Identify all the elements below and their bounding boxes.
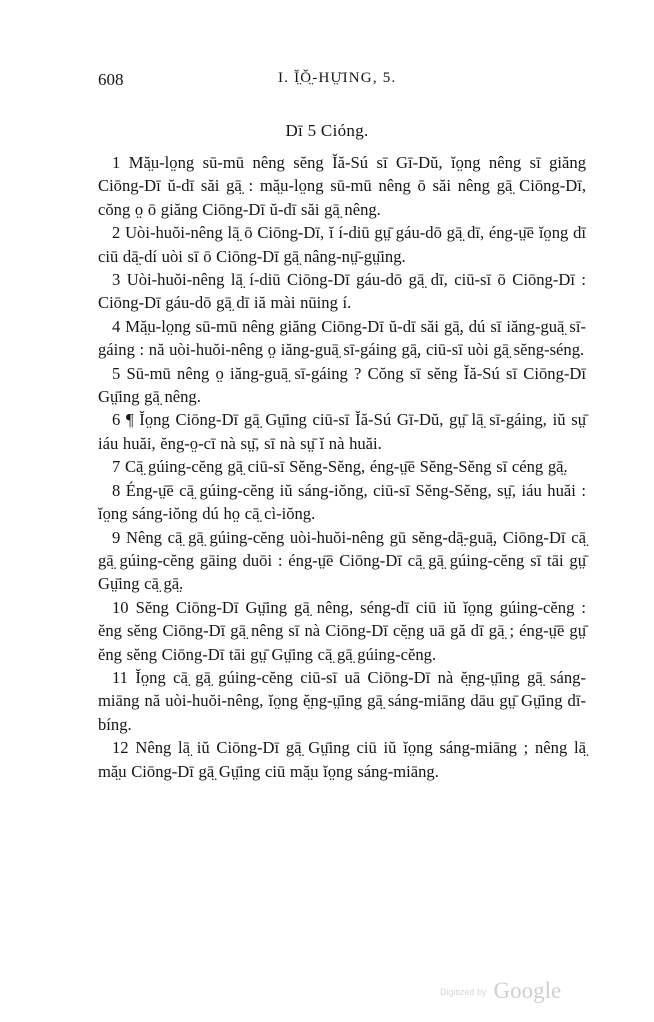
verse-6: 6 ¶ Ĭo̤ng Ciōng-Dī gā̤ Gṳ̄ing ciū-sī Ĭă-Sú Gī-Dŭ, gṳ̄ lā̤ sī-gáing, iŭ sṳ̄ iáu huăi, ĕng-o̤-cī nà sṳ̄, sī nà sṳ̄ ĭ nà huăi. [98, 410, 586, 453]
verse-4: 4 Mă̤u-lo̤ng sū-mū nêng giăng Ciōng-Dī ŭ-dī săi gā̤, dú sī iăng-guā̤ sī-gáing : nă uòi-huŏi-nêng o̤ iăng-guā̤ sī-gáing gā̤, ciū-sī uòi gā̤ sĕng-séng. [98, 316, 586, 360]
running-head [98, 70, 586, 96]
verse-list [98, 151, 586, 783]
google-wordmark: Google [493, 978, 562, 1003]
digitized-by-label: Digitized by [440, 987, 487, 997]
verse-1: 1 Mă̤u-lo̤ng sū-mū nêng sĕng Ĭă-Sú sī Gī-Dŭ, ĭo̤ng nêng sī giăng Ciōng-Dī ŭ-dī săi gā̤ : mă̤u-lo̤ng sū-mū nêng ō săi nêng gā̤ Ciōng-Dī, cŏng o̤ ō giăng Ciōng-Dī ŭ-dī săi gā̤ nêng. [98, 153, 586, 219]
verse-8: 8 Éng-ṳ̄ē cā̤ gúing-cĕng iŭ sáng-iŏng, ciū-sī Sĕng-Sĕng, sṳ̄, iáu huăi : ĭo̤ng sáng-iŏng dú ho̤ cā̤ cì-iŏng. [98, 480, 586, 524]
chapter-heading: Dī 5 Cióng. [285, 121, 369, 140]
verse-9: 9 Nêng cā̤ gā̤ gúing-cĕng uòi-huŏi-nêng gū sĕng-dā̤-guā̤, Ciōng-Dī cā̤ gā̤ gúing-cĕng gāing duōi : éng-ṳ̄ē Ciōng-Dī cā̤ gā̤ gúing-cĕng sī tāi gṳ̄ Gṳ̄ing cā̤ gā̤. [98, 527, 586, 594]
verse-12: 12 Nêng lā̤ iŭ Ciōng-Dī gā̤ Gṳ̄ing ciū iŭ ĭo̤ng sáng-miāng ; nêng lā̤ mă̤u Ciōng-Dī gā̤ Gṳ̄ing ciū mă̤u ĭo̤ng sáng-miāng. [98, 738, 586, 781]
verse-2: 2 Uòi-huŏi-nêng lā̤ ō Ciōng-Dī, ĭ í-diū gṳ̄ gáu-dō gā̤ dī, éng-ṳ̄ē ĭo̤ng dī ciū dā̤-dí uòi sī ō Ciōng-Dī gā̤ nâng-nṳ̄-gṳ̄ing. [98, 223, 586, 266]
verse-11: 11 Ĭo̤ng cā̤ gā̤ gúing-cĕng ciū-sī uā Ciōng-Dī nà ĕ̤ng-ṳ̄ing gā̤ sáng-miāng nă uòi-huŏi-nêng, ĭo̤ng ĕ̤ng-ṳ̄ing gā̤ sáng-miāng dāu gṳ̄ Gṳ̄ing dī-bíng. [98, 667, 586, 734]
digitized-by-google-watermark [440, 978, 580, 1008]
verse-7: 7 Cā̤ gúing-cĕng gā̤ ciū-sī Sĕng-Sĕng, éng-ṳ̄ē Sĕng-Sĕng sī céng gā̤. [112, 457, 568, 477]
verse-10: 10 Sĕng Ciōng-Dī Gṳ̄ing gā̤ nêng, séng-dī ciū iŭ ĭo̤ng gúing-cĕng : ĕng sĕng Ciōng-Dī gā̤ nêng sī nà Ciōng-Dī cĕ̤ng uā gă dī gā̤ ; éng-ṳ̄ē gṳ̄ ĕng sĕng Ciōng-Dī tāi gṳ̄ Gṳ̄ing cā̤ gā̤ gúing-cĕng. [98, 597, 586, 664]
running-title: I. Ĭ̤Ŏ̤-HṲ̄ING, 5. [278, 70, 397, 86]
verse-3: 3 Uòi-huŏi-nêng lā̤ í-diū Ciōng-Dī gáu-dō gā̤ dī, ciū-sī ō Ciōng-Dī : Ciōng-Dī gáu-dō gā̤ dī iă mài nūing í. [98, 270, 586, 313]
page-number: 608 [98, 70, 124, 89]
verse-5: 5 Sū-mū nêng o̤ iăng-guā̤ sī-gáing ? Cŏng sī sĕng Ĭă-Sú sī Ciōng-Dī Gṳ̄ing gā̤ nêng. [98, 363, 586, 407]
